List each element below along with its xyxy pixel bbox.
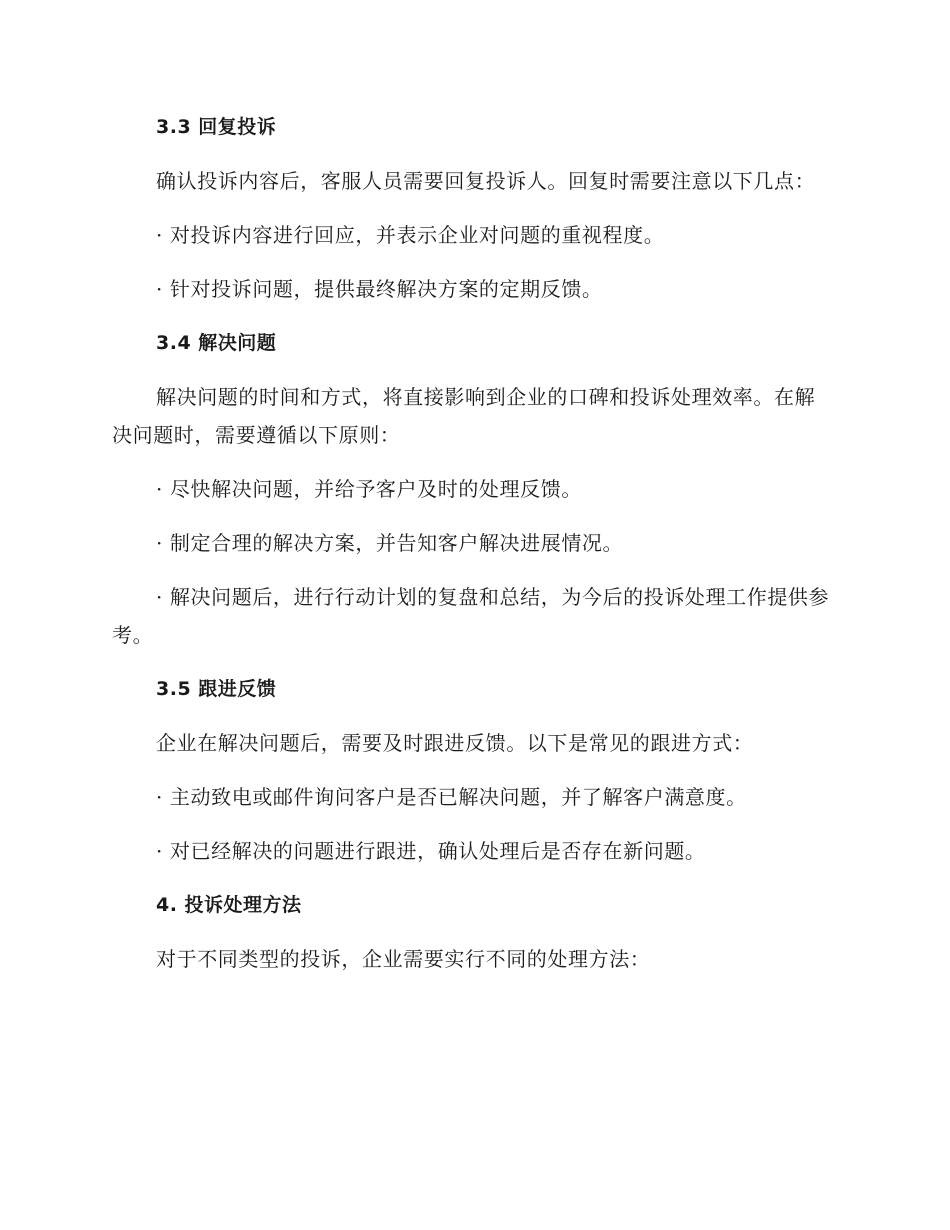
section-heading-3-4: 3.4 解决问题 bbox=[156, 332, 277, 354]
bullet-item: · 解决问题后，进行行动计划的复盘和总结，为今后的投诉处理工作提供参考。 bbox=[112, 585, 830, 647]
paragraph-4-intro: 对于不同类型的投诉，企业需要实行不同的处理方法： bbox=[156, 947, 651, 971]
section-heading-4: 4. 投诉处理方法 bbox=[156, 894, 302, 916]
bullet-item: · 主动致电或邮件询问客户是否已解决问题，并了解客户满意度。 bbox=[156, 785, 747, 809]
bullet-item: · 针对投诉问题，提供最终解决方案的定期反馈。 bbox=[156, 277, 603, 301]
bullet-item: · 对已经解决的问题进行跟进，确认处理后是否存在新问题。 bbox=[156, 839, 706, 863]
bullet-item: · 对投诉内容进行回应，并表示企业对问题的重视程度。 bbox=[156, 223, 665, 247]
section-heading-3-3: 3.3 回复投诉 bbox=[156, 116, 277, 138]
bullet-item: · 尽快解决问题，并给予客户及时的处理反馈。 bbox=[156, 477, 582, 501]
bullet-item: · 制定合理的解决方案，并告知客户解决进展情况。 bbox=[156, 531, 624, 555]
section-heading-3-5: 3.5 跟进反馈 bbox=[156, 678, 277, 700]
document-body bbox=[112, 108, 832, 994]
paragraph-3-3-intro: 确认投诉内容后，客服人员需要回复投诉人。回复时需要注意以下几点： bbox=[156, 169, 816, 193]
paragraph-3-5-intro: 企业在解决问题后，需要及时跟进反馈。以下是常见的跟进方式： bbox=[156, 731, 754, 755]
paragraph-3-4-intro: 解决问题的时间和方式，将直接影响到企业的口碑和投诉处理效率。在解决问题时，需要遵循以下原则： bbox=[112, 385, 816, 447]
